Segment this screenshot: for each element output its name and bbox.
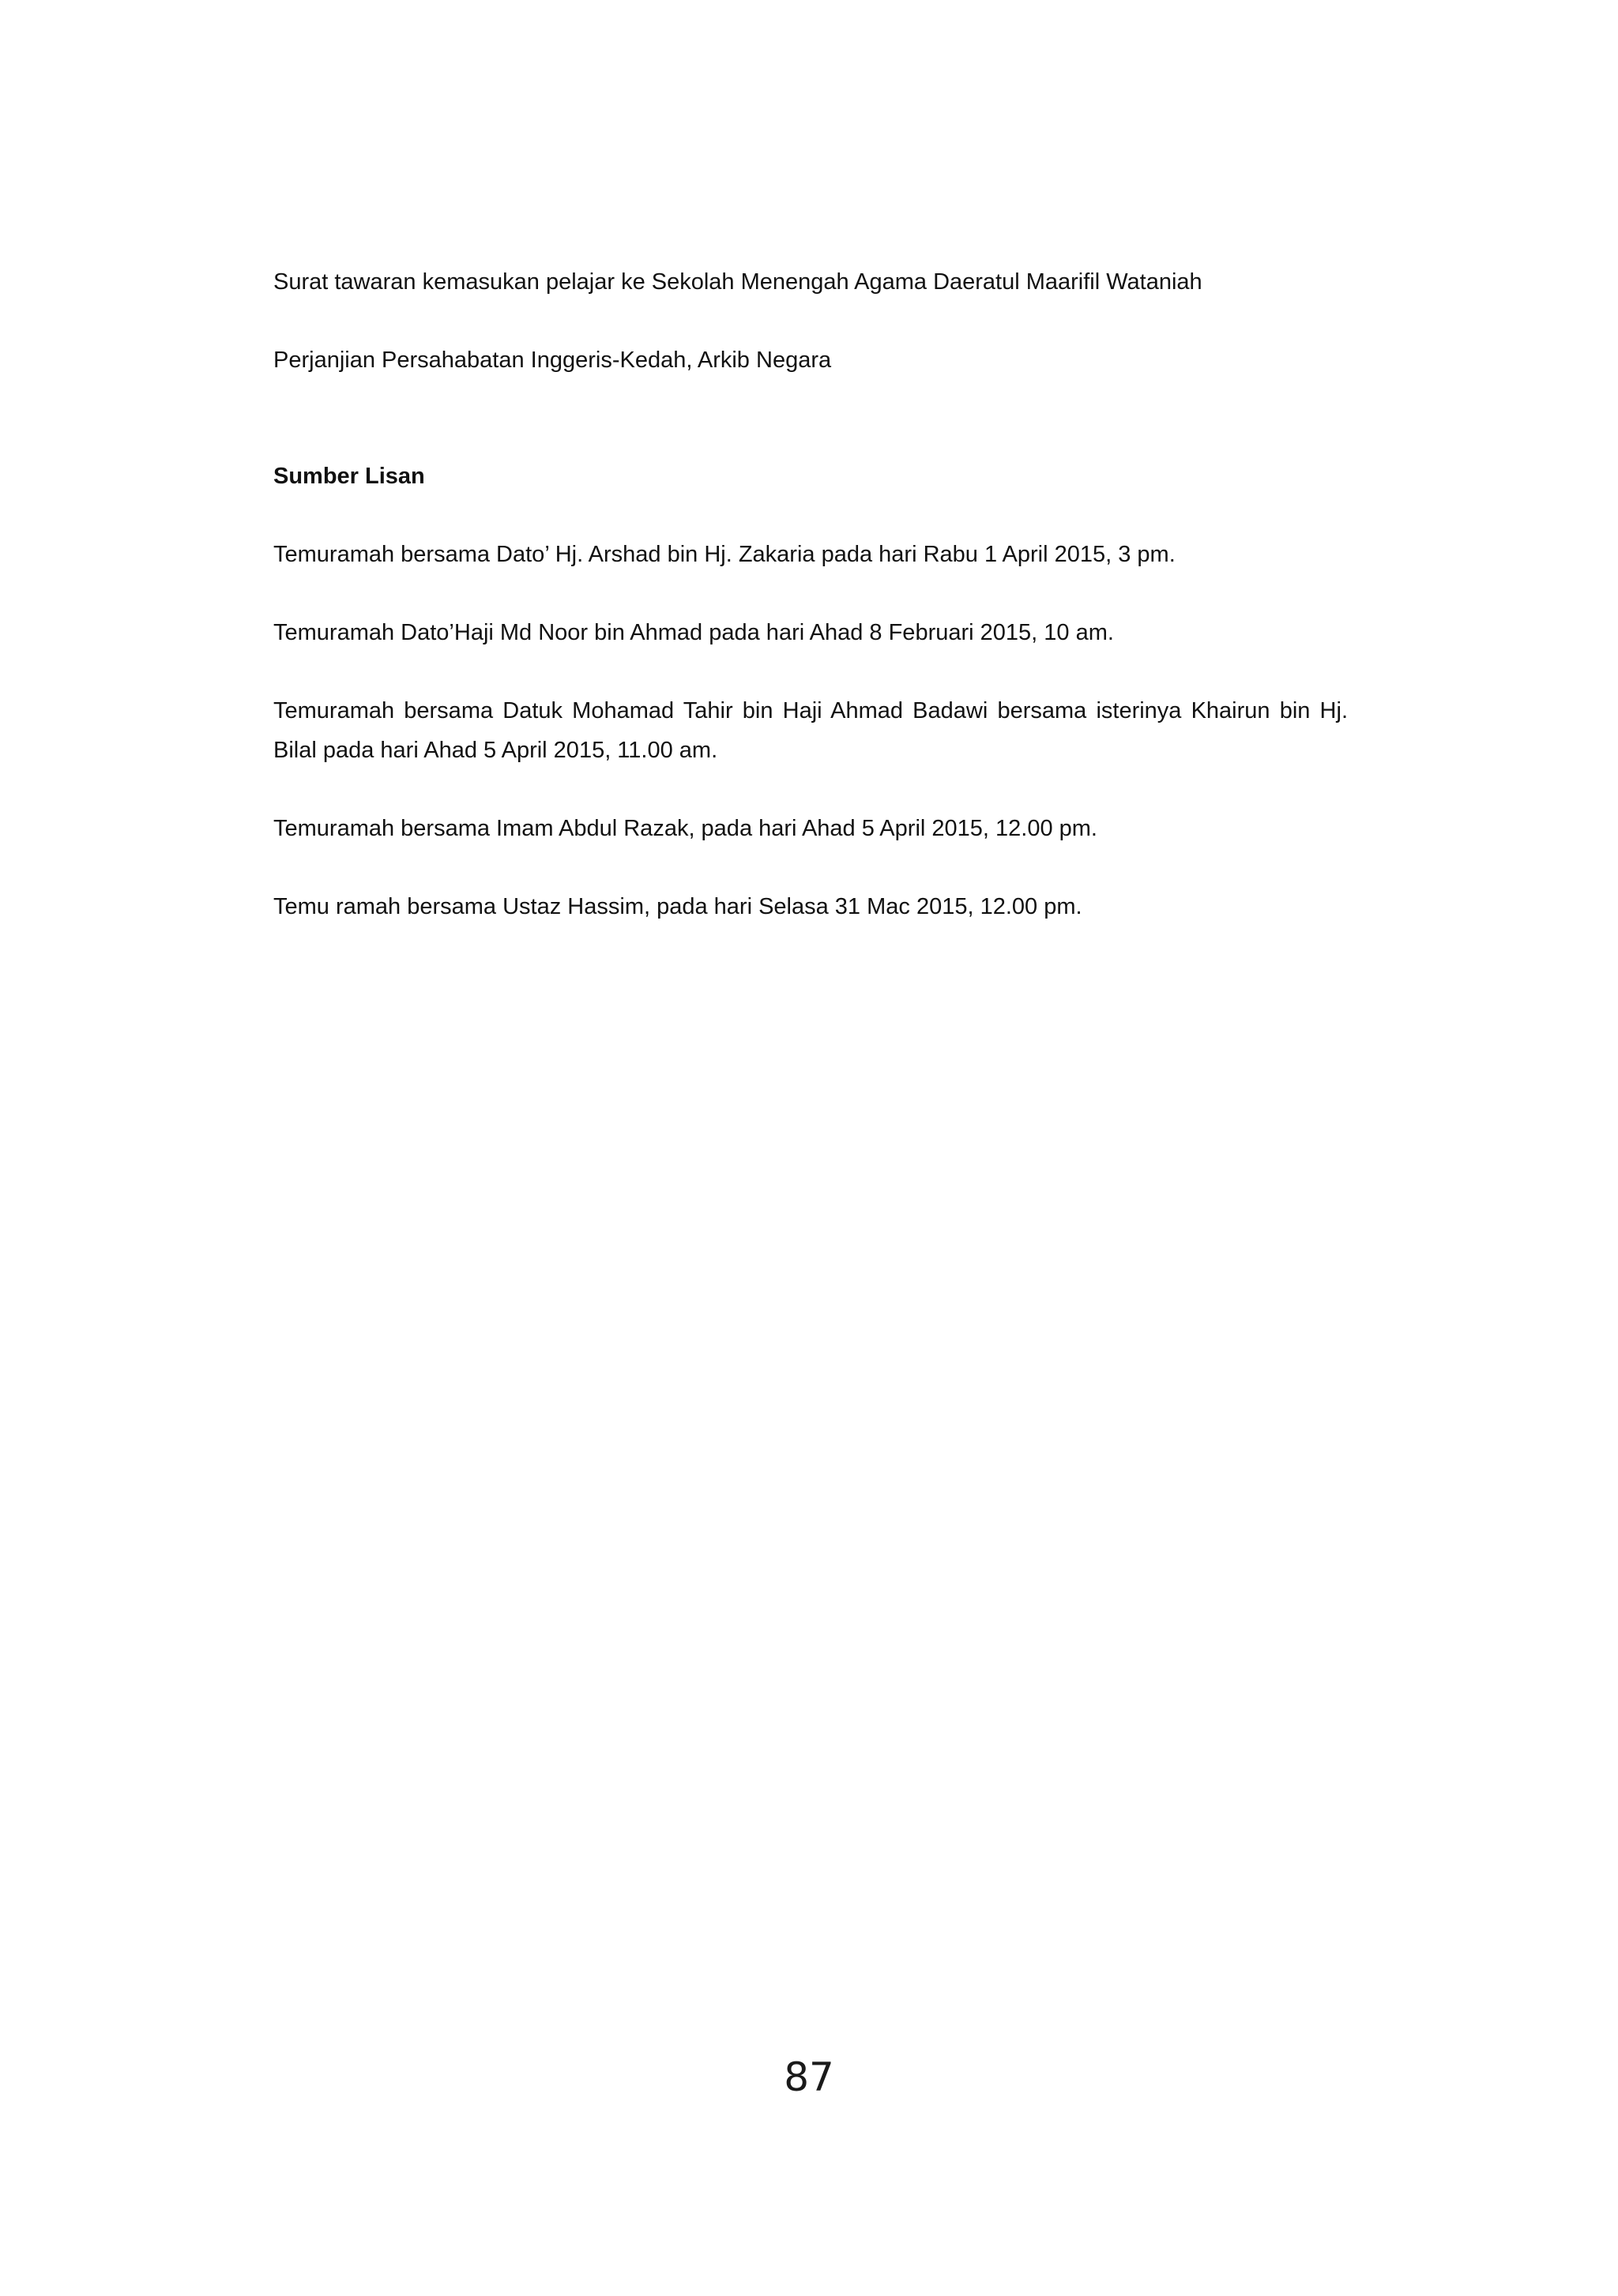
oral-source-entry: Temuramah bersama Dato’ Hj. Arshad bin Hj. Zakaria pada hari Rabu 1 April 2015, 3 pm. xyxy=(273,542,1176,567)
bibliography-content xyxy=(273,262,1348,926)
oral-source-entry: Temu ramah bersama Ustaz Hassim, pada hari Selasa 31 Mac 2015, 12.00 pm. xyxy=(273,894,1082,919)
oral-source-entry: Temuramah bersama Datuk Mohamad Tahir bin Haji Ahmad Badawi bersama isterinya Khairun bin Hj. Bilal pada hari Ahad 5 April 2015, 11.00 am. xyxy=(273,698,1348,763)
archive-source-entry: Perjanjian Persahabatan Inggeris-Kedah, Arkib Negara xyxy=(273,348,832,373)
oral-source-entry: Temuramah bersama Imam Abdul Razak, pada hari Ahad 5 April 2015, 12.00 pm. xyxy=(273,816,1097,841)
section-spacer xyxy=(273,380,1348,457)
archive-source-entry: Surat tawaran kemasukan pelajar ke Sekolah Menengah Agama Daeratul Maarifil Wataniah xyxy=(273,269,1202,295)
oral-source-entry: Temuramah Dato’Haji Md Noor bin Ahmad pada hari Ahad 8 Februari 2015, 10 am. xyxy=(273,620,1114,645)
section-heading-sumber-lisan: Sumber Lisan xyxy=(273,464,425,489)
page-number: 87 xyxy=(784,2054,834,2100)
